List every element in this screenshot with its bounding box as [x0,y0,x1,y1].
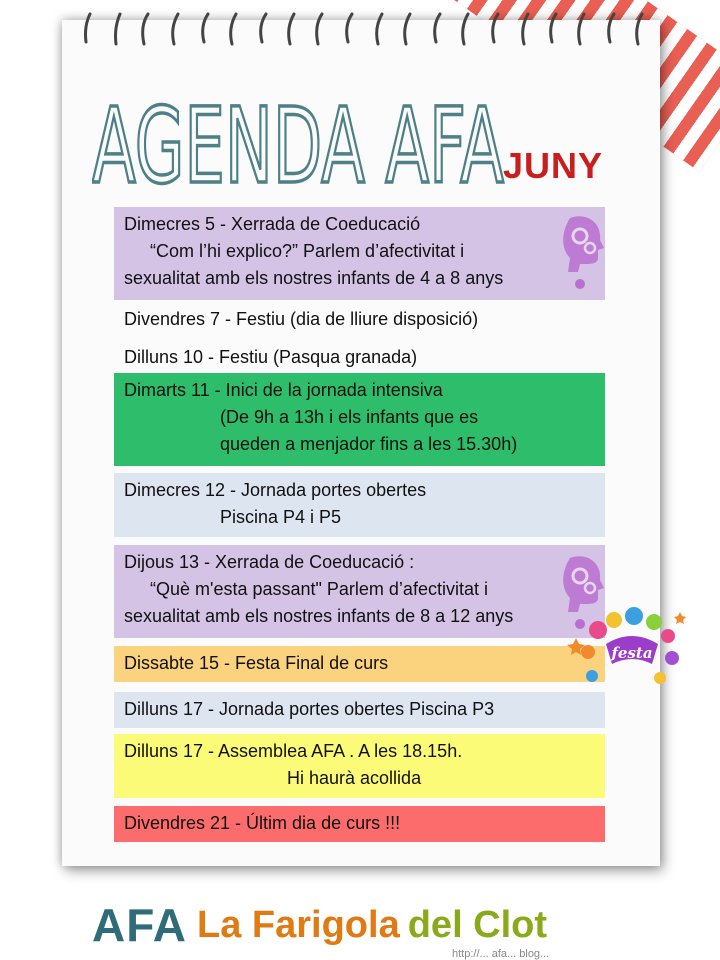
footer-place: del Clot [407,903,548,946]
event-item-5 [114,473,605,537]
event-line: Dissabte 15 - Festa Final de curs [124,653,389,673]
footer-name: La Farigola [197,903,400,946]
event-item-9 [114,734,605,798]
event-line: Dijous 13 - Xerrada de Coeducació : [124,552,415,572]
footer-afa: AFA [92,899,187,951]
event-item-7 [114,646,605,682]
page-title [92,84,512,194]
event-line: Dimecres 12 - Jornada portes obertes [124,480,427,500]
svg-text:festa: festa [611,644,653,662]
event-line: Divendres 21 - Últim dia de curs !!! [124,813,401,833]
event-line: Dilluns 17 - Jornada portes obertes Piscina P3 [124,699,495,719]
event-line: Divendres 7 - Festiu (dia de lliure disposició) [124,309,479,329]
head-gears-question-icon [560,212,604,290]
event-line: Hi haurà acollida [287,768,422,788]
event-item-3 [114,340,605,374]
event-line: Piscina P4 i P5 [220,507,342,527]
event-item-6 [114,545,605,638]
event-line: “Com l’hi explico?” Parlem d’afectivitat i [150,241,465,261]
event-item-8 [114,692,605,728]
party-balloons-icon [562,600,692,692]
svg-text:AGENDA AFA: AGENDA AFA [92,85,505,194]
event-line: Dimarts 11 - Inici de la jornada intensiva [124,380,443,400]
footer-url[interactable]: http://... afa... blog... [452,948,550,960]
event-item-4 [114,373,605,466]
event-line: Dilluns 10 - Festiu (Pasqua granada) [124,347,418,367]
event-line: Dilluns 17 - Assemblea AFA . A les 18.15h. [124,741,463,761]
spiral-rings [78,8,648,52]
event-line: (De 9h a 13h i els infants que es [220,407,479,427]
event-line: “Què m'esta passant" Parlem d’afectivitat i [150,579,488,599]
event-item-10 [114,806,605,842]
month-label: JUNY [503,145,604,186]
event-line: queden a menjador fins a les 15.30h) [220,434,518,454]
event-line: sexualitat amb els nostres infants de 4 a 8 anys [124,268,504,288]
event-item-2 [114,302,605,336]
event-item-1 [114,207,605,300]
event-line: sexualitat amb els nostres infants de 8 a 12 anys [124,606,514,626]
event-line: Dimecres 5 - Xerrada de Coeducació [124,214,421,234]
